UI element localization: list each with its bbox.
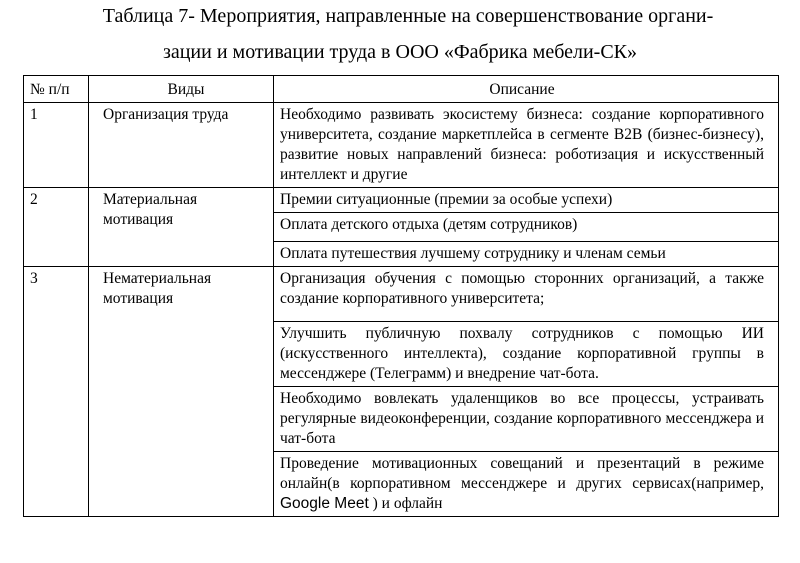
table-row — [24, 267, 779, 322]
row-type: Материальная мотивация — [89, 188, 274, 267]
row-description: Необходимо развивать экосистему бизнеса: создание корпоративного университета, создание маркетплейса в сегменте В2В (бизнес-бизнесу), развитие новых направлений бизнеса: роботизация и искусственный интеллект и другие — [274, 103, 779, 188]
row-description — [274, 452, 779, 517]
row-type: Нематериальная мотивация — [89, 267, 274, 517]
header-type: Виды — [89, 76, 274, 103]
header-description: Описание — [274, 76, 779, 103]
row-description: Оплата путешествия лучшему сотруднику и членам семьи — [274, 242, 779, 267]
row-description: Оплата детского отдыха (детям сотрудников) — [274, 213, 779, 242]
table-header-row — [24, 76, 779, 103]
row-description: Необходимо вовлекать удаленщиков во все процессы, устраивать регулярные видеоконференции, создание корпоративного мессенджера и чат-бота — [274, 387, 779, 452]
description-tail: ) и офлайн — [372, 495, 443, 512]
row-description: Организация обучения с помощью сторонних организаций, а также создание корпоративного университета; — [274, 267, 779, 322]
row-number: 2 — [24, 188, 89, 267]
table-row — [24, 188, 779, 213]
table-row — [24, 103, 779, 188]
table-caption-line-2: зации и мотивации труда в ООО «Фабрика мебели-СК» — [162, 41, 638, 63]
description-text: Проведение мотивационных совещаний и презентаций в режиме онлайн(в корпоративном мессенджере и других сервисах(например, — [280, 455, 764, 492]
row-number: 3 — [24, 267, 89, 517]
table-caption-line-1: Таблица 7- Мероприятия, направленные на совершенствование органи- — [102, 5, 714, 27]
header-number: № п/п — [24, 76, 89, 103]
row-description: Премии ситуационные (премии за особые успехи) — [274, 188, 779, 213]
measures-table — [23, 75, 779, 517]
row-description: Улучшить публичную похвалу сотрудников с помощью ИИ (искусственного интеллекта), создание корпоративной группы в мессенджере (Телеграмм) и внедрение чат-бота. — [274, 322, 779, 387]
row-number: 1 — [24, 103, 89, 188]
service-name: Google Meet — [280, 495, 369, 512]
row-type: Организация труда — [89, 103, 274, 188]
